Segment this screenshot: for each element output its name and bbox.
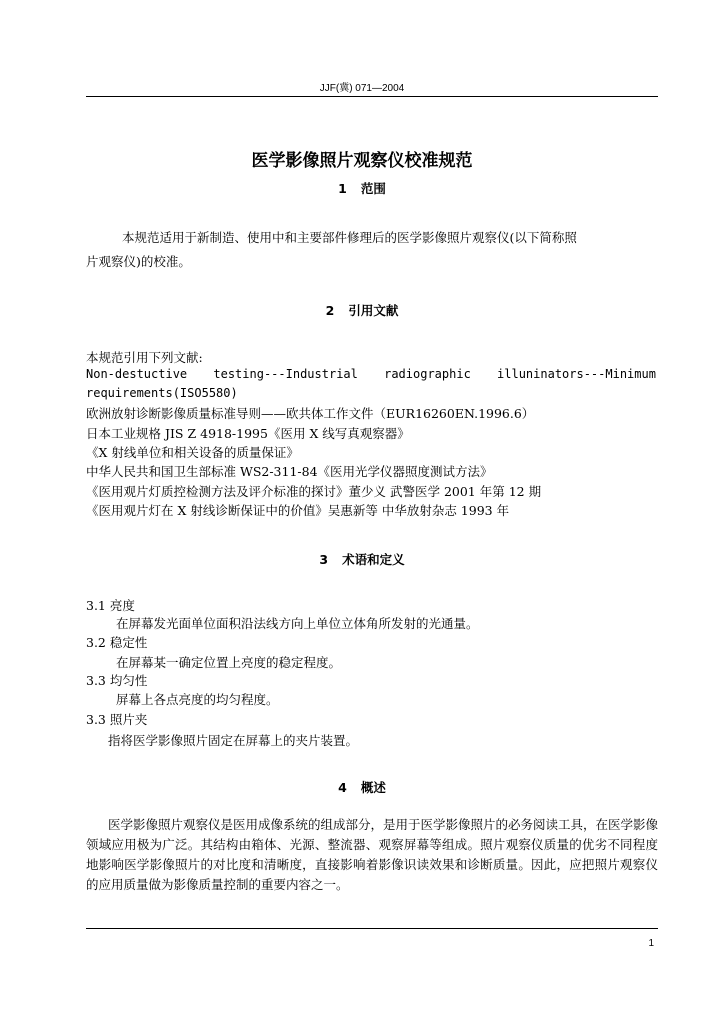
document-title: 医学影像照片观察仪校准规范	[251, 151, 473, 171]
references-intro: 本规范引用下列文献:	[86, 350, 203, 365]
term-definition: 在屏幕某一确定位置上亮度的稳定程度。	[116, 655, 342, 670]
term-definition: 指将医学影像照片固定在屏幕上的夹片装置。	[108, 733, 359, 748]
reference-item: 《X 射线单位和相关设备的质量保证》	[86, 445, 299, 460]
overview-paragraph: 医学影像照片观察仪是医用成像系统的组成部分，是用于医学影像照片的必务阅读工具，在医学影像领域应用极为广泛。其结构由箱体、光源、整流器、观察屏幕等组成。照片观察仪质量的优劣不同程度地影响医学影像照片的对比度和清晰度，直接影响着影像识读效果和诊断质量。因此，应把照片观察仪的应用质量做为影像质量控制的重要内容之一。	[86, 817, 659, 892]
header-rule	[86, 96, 658, 97]
section-2-heading: 2 引用文献	[325, 303, 399, 318]
reference-iso-line-1: Non-destuctive testing---Industrial radiographic illuninators---Minimum	[86, 367, 656, 381]
reference-item: 《医用观片灯质控检测方法及评介标准的探讨》董少义 武警医学 2001 年第 12 期	[86, 484, 542, 499]
term-definition: 在屏幕发光面单位面积沿法线方向上单位立体角所发射的光通量。	[116, 616, 479, 631]
header-code: JJF(冀) 071—2004	[319, 83, 405, 94]
term-heading: 3.2 稳定性	[86, 635, 148, 650]
scope-line-2: 片观察仪)的校准。	[86, 254, 191, 269]
reference-item: 欧洲放射诊断影像质量标准导则——欧共体工作文件（EUR16260EN.1996.6）	[86, 406, 535, 421]
section-4-heading: 4 概述	[338, 780, 386, 795]
reference-item: 《医用观片灯在 X 射线诊断保证中的价值》吴惠新等 中华放射杂志 1993 年	[86, 503, 510, 518]
reference-item: 中华人民共和国卫生部标准 WS2-311-84《医用光学仪器照度测试方法》	[86, 464, 493, 479]
term-heading: 3.1 亮度	[86, 598, 135, 613]
scope-line-1: 本规范适用于新制造、使用中和主要部件修理后的医学影像照片观察仪(以下简称照	[122, 230, 577, 245]
term-heading: 3.3 均匀性	[86, 673, 148, 688]
term-heading: 3.3 照片夹	[86, 712, 148, 727]
page-number: 1	[648, 938, 654, 949]
term-definition: 屏幕上各点亮度的均匀程度。	[116, 692, 279, 707]
reference-item: 日本工业规格 JIS Z 4918-1995《医用 X 线写真观察器》	[86, 426, 410, 441]
section-3-heading: 3 术语和定义	[319, 552, 405, 567]
section-1-heading: 1 范围	[338, 181, 386, 196]
reference-iso-line-2: requirements(ISO5580)	[86, 386, 238, 400]
footer-rule	[86, 928, 658, 929]
